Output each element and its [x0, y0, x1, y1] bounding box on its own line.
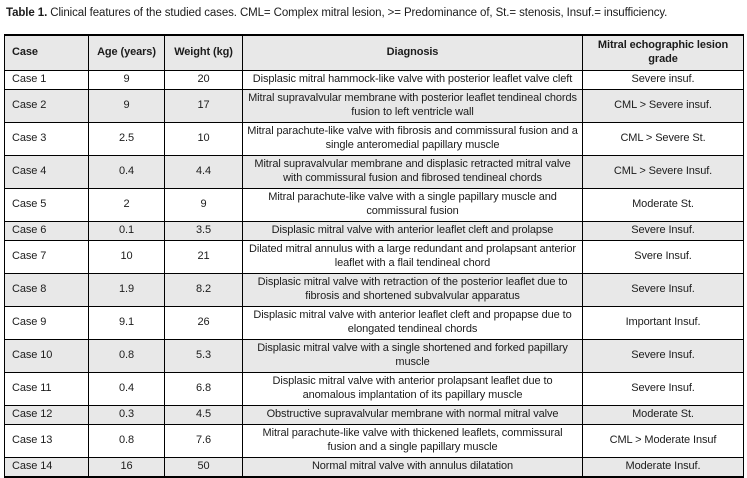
- grade-cell: CML > Severe Insuf.: [583, 156, 744, 189]
- diagnosis-cell: Normal mitral valve with annulus dilatation: [243, 457, 583, 476]
- age-cell: 10: [89, 241, 165, 274]
- table-row: [5, 90, 744, 123]
- table-row: [5, 241, 744, 274]
- weight-cell: 50: [165, 457, 243, 476]
- diagnosis-cell: Displasic mitral valve with a single shortened and forked papillary muscle: [243, 339, 583, 372]
- weight-cell: 6.8: [165, 372, 243, 405]
- col-header-diagnosis: Diagnosis: [243, 35, 583, 70]
- table-row: [5, 156, 744, 189]
- weight-cell: 10: [165, 123, 243, 156]
- table-caption-text: Clinical features of the studied cases. CML= Complex mitral lesion, >= Predominance of, St.= stenosis, Insuf.= insufficiency.: [47, 7, 668, 19]
- diagnosis-cell: Mitral parachute-like valve with a single papillary muscle and commissural fusion: [243, 189, 583, 222]
- grade-cell: Important Insuf.: [583, 306, 744, 339]
- weight-cell: 4.4: [165, 156, 243, 189]
- case-cell: Case 14: [5, 457, 89, 476]
- weight-cell: 5.3: [165, 339, 243, 372]
- grade-cell: Moderate St.: [583, 189, 744, 222]
- table-row: [5, 71, 744, 90]
- table-row: [5, 405, 744, 424]
- weight-cell: 20: [165, 71, 243, 90]
- table-row: [5, 222, 744, 241]
- grade-cell: Moderate Insuf.: [583, 457, 744, 476]
- diagnosis-cell: Mitral parachute-like valve with fibrosis and commissural fusion and a single anteromedial papillary muscle: [243, 123, 583, 156]
- diagnosis-cell: Displasic mitral hammock-like valve with posterior leaflet valve cleft: [243, 71, 583, 90]
- age-cell: 9: [89, 71, 165, 90]
- case-cell: Case 3: [5, 123, 89, 156]
- grade-cell: Severe Insuf.: [583, 339, 744, 372]
- grade-cell: Severe insuf.: [583, 71, 744, 90]
- age-cell: 2.5: [89, 123, 165, 156]
- age-cell: 0.3: [89, 405, 165, 424]
- weight-cell: 21: [165, 241, 243, 274]
- age-cell: 0.1: [89, 222, 165, 241]
- table-row: [5, 306, 744, 339]
- diagnosis-cell: Displasic mitral valve with anterior leaflet cleft and propapse due to elongated tendineal chords: [243, 306, 583, 339]
- case-cell: Case 13: [5, 424, 89, 457]
- grade-cell: Moderate St.: [583, 405, 744, 424]
- weight-cell: 26: [165, 306, 243, 339]
- age-cell: 9: [89, 90, 165, 123]
- diagnosis-cell: Obstructive supravalvular membrane with normal mitral valve: [243, 405, 583, 424]
- table-row: [5, 457, 744, 476]
- col-header-case: Case: [5, 35, 89, 70]
- grade-cell: Severe Insuf.: [583, 372, 744, 405]
- age-cell: 0.4: [89, 372, 165, 405]
- case-cell: Case 11: [5, 372, 89, 405]
- grade-cell: Svere Insuf.: [583, 241, 744, 274]
- case-cell: Case 1: [5, 71, 89, 90]
- table-caption-label: Table 1.: [6, 7, 48, 19]
- table-row: [5, 123, 744, 156]
- weight-cell: 3.5: [165, 222, 243, 241]
- diagnosis-cell: Mitral supravalvular membrane and displasic retracted mitral valve with commissural fusion and fibrosed tendineal chords: [243, 156, 583, 189]
- age-cell: 1.9: [89, 273, 165, 306]
- grade-cell: CML > Severe insuf.: [583, 90, 744, 123]
- case-cell: Case 8: [5, 273, 89, 306]
- case-cell: Case 4: [5, 156, 89, 189]
- age-cell: 0.4: [89, 156, 165, 189]
- grade-cell: CML > Moderate Insuf: [583, 424, 744, 457]
- col-header-grade: Mitral echographic lesion grade: [583, 35, 744, 70]
- case-cell: Case 12: [5, 405, 89, 424]
- age-cell: 0.8: [89, 339, 165, 372]
- weight-cell: 4.5: [165, 405, 243, 424]
- diagnosis-cell: Mitral parachute-like valve with thickened leaflets, commissural fusion and a single papillary muscle: [243, 424, 583, 457]
- col-header-weight: Weight (kg): [165, 35, 243, 70]
- case-cell: Case 7: [5, 241, 89, 274]
- weight-cell: 9: [165, 189, 243, 222]
- grade-cell: Severe Insuf.: [583, 222, 744, 241]
- weight-cell: 17: [165, 90, 243, 123]
- diagnosis-cell: Dilated mitral annulus with a large redundant and prolapsant anterior leaflet with a flail tendineal chord: [243, 241, 583, 274]
- case-cell: Case 9: [5, 306, 89, 339]
- header-row: [5, 35, 744, 70]
- weight-cell: 8.2: [165, 273, 243, 306]
- case-cell: Case 10: [5, 339, 89, 372]
- table-row: [5, 189, 744, 222]
- case-cell: Case 6: [5, 222, 89, 241]
- age-cell: 2: [89, 189, 165, 222]
- clinical-features-table: [4, 34, 744, 477]
- case-cell: Case 5: [5, 189, 89, 222]
- table-caption: [4, 5, 743, 20]
- table-row: [5, 339, 744, 372]
- table-row: [5, 372, 744, 405]
- diagnosis-cell: Mitral supravalvular membrane with posterior leaflet tendineal chords fusion to left ventricle wall: [243, 90, 583, 123]
- col-header-age: Age (years): [89, 35, 165, 70]
- table-row: [5, 424, 744, 457]
- grade-cell: CML > Severe St.: [583, 123, 744, 156]
- diagnosis-cell: Displasic mitral valve with anterior leaflet cleft and prolapse: [243, 222, 583, 241]
- weight-cell: 7.6: [165, 424, 243, 457]
- age-cell: 0.8: [89, 424, 165, 457]
- grade-cell: Severe Insuf.: [583, 273, 744, 306]
- age-cell: 9.1: [89, 306, 165, 339]
- age-cell: 16: [89, 457, 165, 476]
- diagnosis-cell: Displasic mitral valve with retraction of the posterior leaflet due to fibrosis and shortened subvalvular apparatus: [243, 273, 583, 306]
- diagnosis-cell: Displasic mitral valve with anterior prolapsant leaflet due to anomalous implantation of its papillary muscle: [243, 372, 583, 405]
- table-row: [5, 273, 744, 306]
- case-cell: Case 2: [5, 90, 89, 123]
